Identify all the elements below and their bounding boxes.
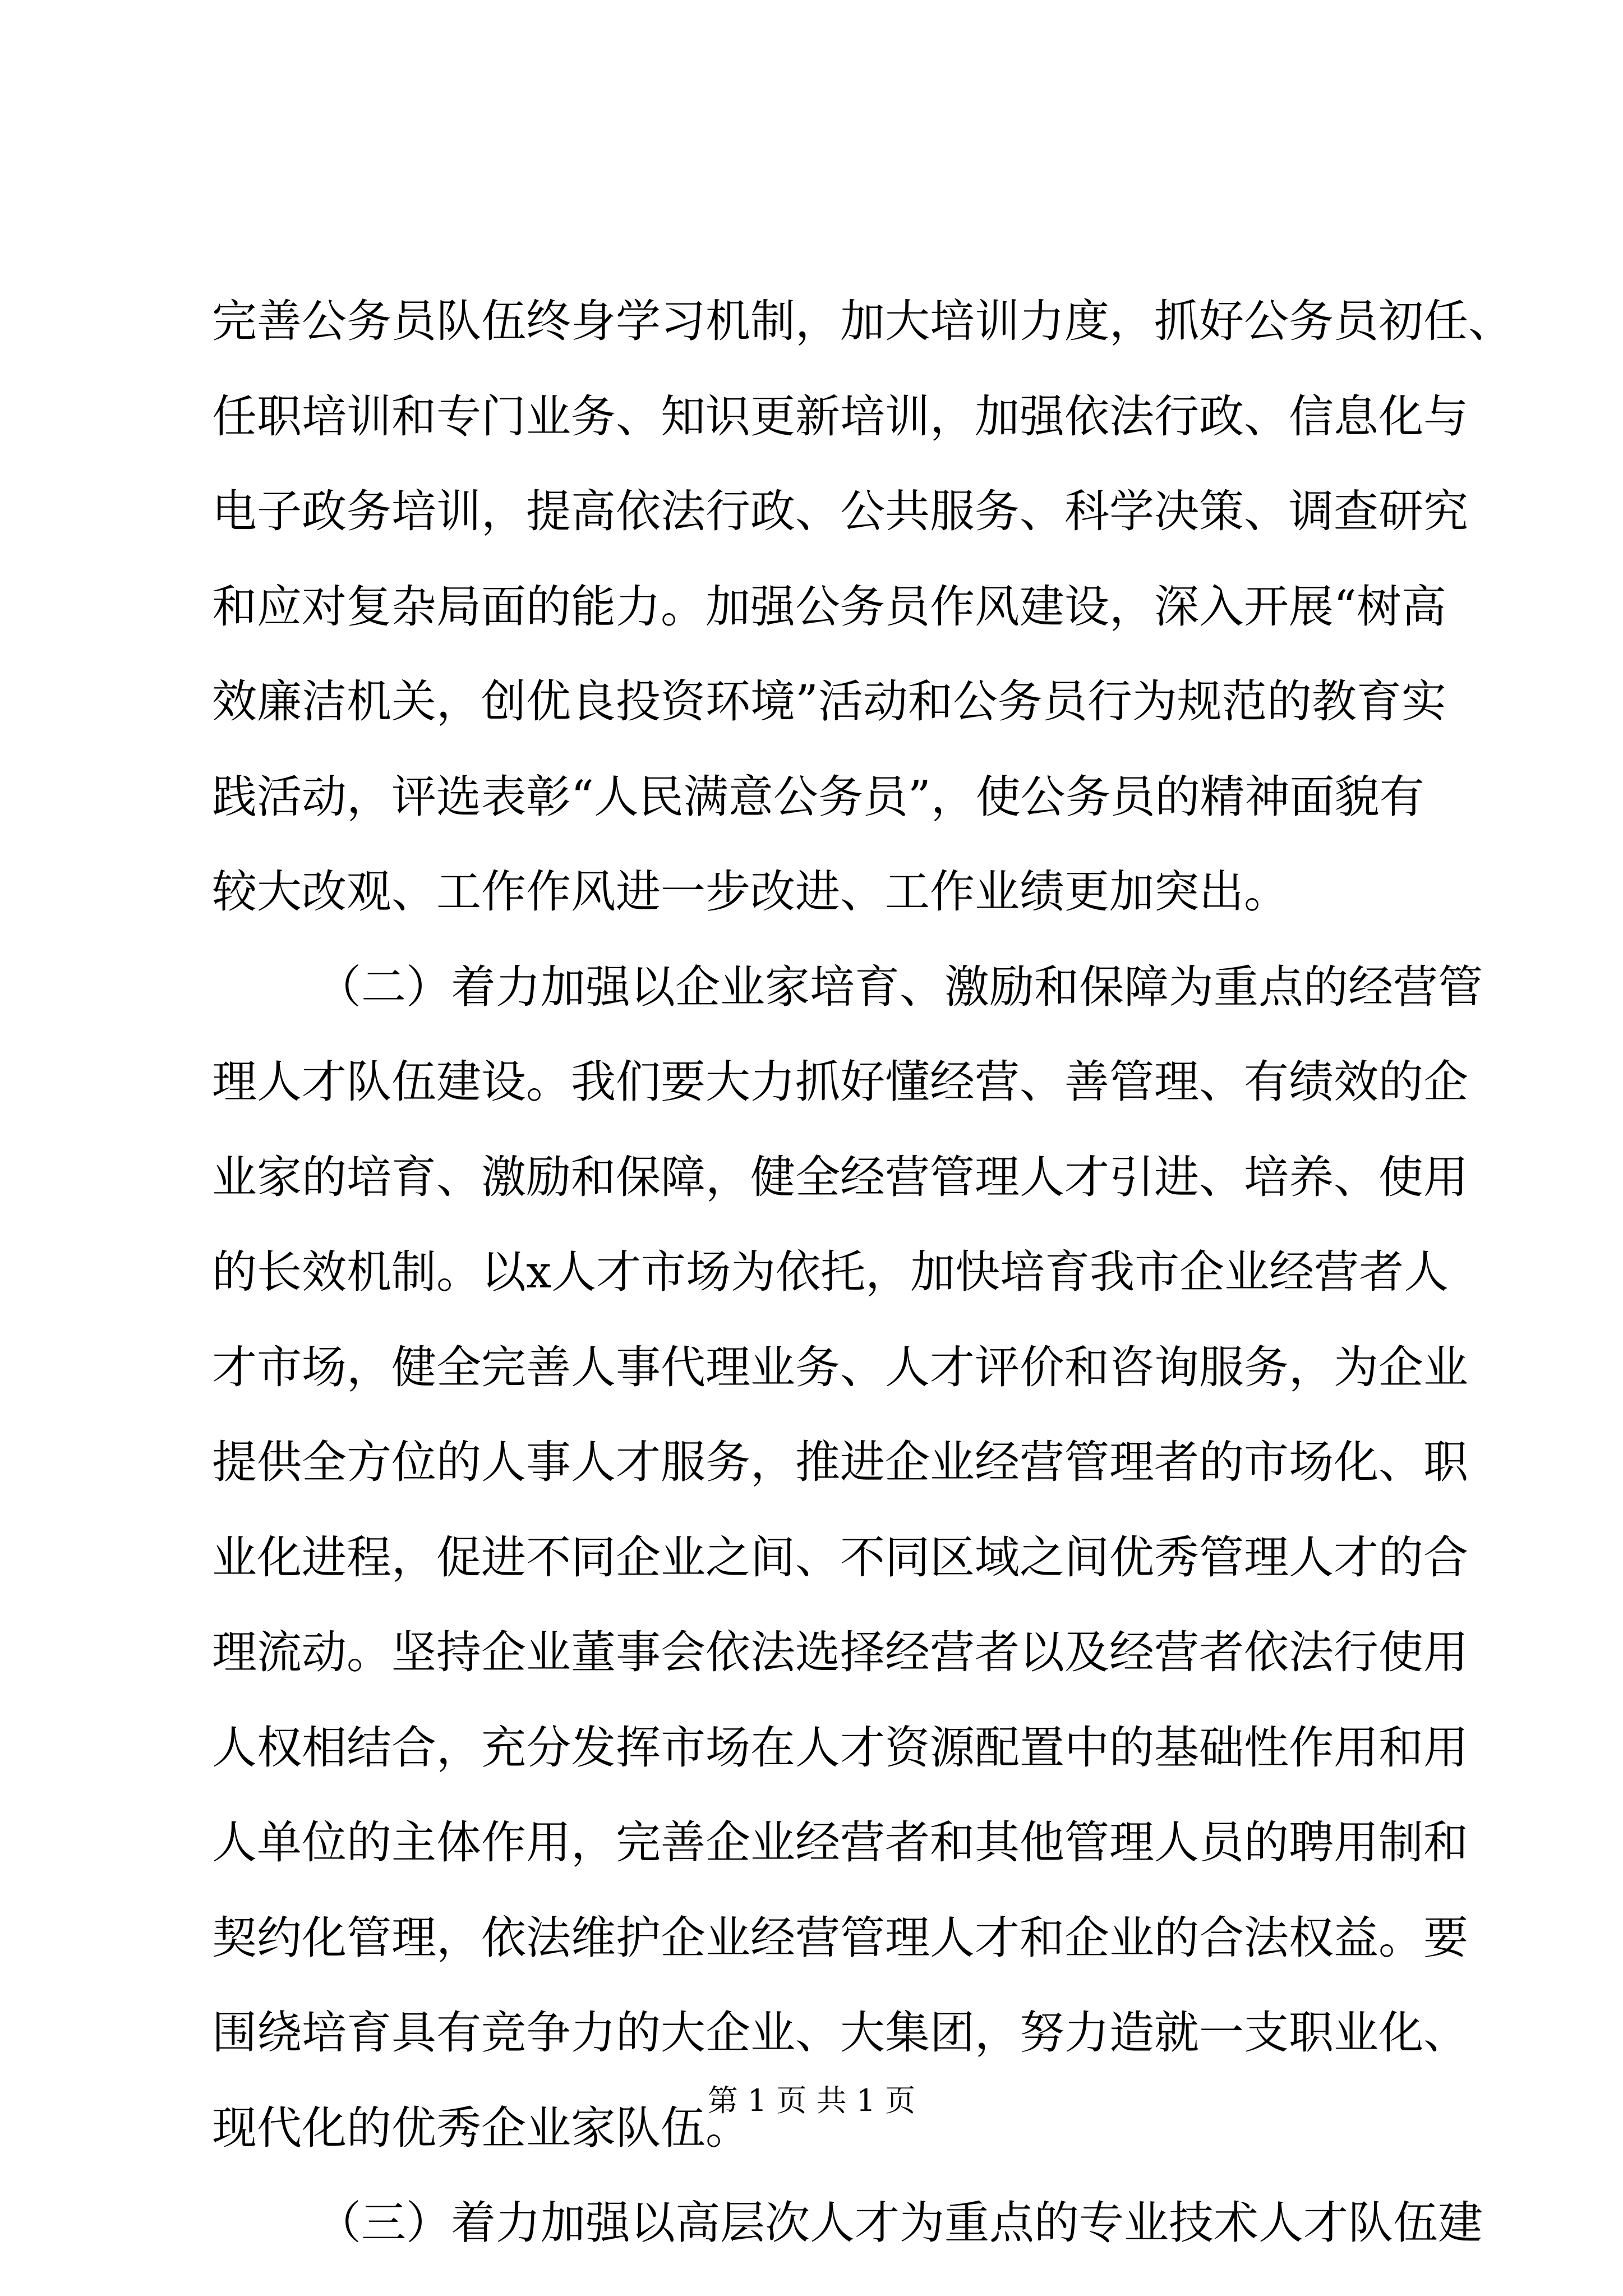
text-line: 人单位的主体作用，完善企业经营者和其他管理人员的聘用制和 <box>212 1816 1468 1869</box>
text-line: 业化进程，促进不同企业之间、不同区域之间优秀管理人才的合 <box>212 1531 1468 1584</box>
text-line: 电子政务培训，提高依法行政、公共服务、科学决策、调查研究 <box>212 485 1468 537</box>
page-number-footer: 第 1 页 共 1 页 <box>707 2083 916 2118</box>
text-line: 的长效机制。以x人才市场为依托，加快培育我市企业经营者人 <box>212 1246 1449 1298</box>
text-line: 完善公务员队伍终身学习机制，加大培训力度，抓好公务员初任、 <box>212 295 1513 347</box>
text-line: 业家的培育、激励和保障，健全经营管理人才引进、培养、使用 <box>212 1151 1468 1203</box>
text-line: 较大改观、工作作风进一步改进、工作业绩更加突出。 <box>212 866 1289 918</box>
section-heading-line: （三）着力加强以高层次人才为重点的专业技术人才队伍建 <box>316 2197 1483 2249</box>
document-body <box>212 274 1513 2271</box>
text-line: 践活动，评选表彰“人民满意公务员”，使公务员的精神面貌有 <box>212 770 1424 823</box>
section-heading-line: （二）着力加强以企业家培育、激励和保障为重点的经营管 <box>316 960 1483 1013</box>
text-line: 提供全方位的人事人才服务，推进企业经营管理者的市场化、职 <box>212 1436 1468 1488</box>
text-line: 理流动。坚持企业董事会依法选择经营者以及经营者依法行使用 <box>212 1626 1468 1678</box>
text-line: 和应对复杂局面的能力。加强公务员作风建设，深入开展“树高 <box>212 580 1446 633</box>
text-line: 围绕培育具有竞争力的大企业、大集团，努力造就一支职业化、 <box>212 2007 1468 2059</box>
text-line: 现代化的优秀企业家队伍。 <box>212 2101 750 2154</box>
text-line: 理人才队伍建设。我们要大力抓好懂经营、善管理、有绩效的企 <box>212 1056 1468 1108</box>
text-line: 效廉洁机关，创优良投资环境”活动和公务员行为规范的教育实 <box>212 675 1446 728</box>
text-line: 契约化管理，依法维护企业经营管理人才和企业的合法权益。要 <box>212 1911 1468 1964</box>
text-line: 人权相结合，充分发挥市场在人才资源配置中的基础性作用和用 <box>212 1721 1468 1774</box>
text-line: 才市场，健全完善人事代理业务、人才评价和咨询服务，为企业 <box>212 1341 1468 1393</box>
text-line: 任职培训和专门业务、知识更新培训，加强依法行政、信息化与 <box>212 390 1468 443</box>
